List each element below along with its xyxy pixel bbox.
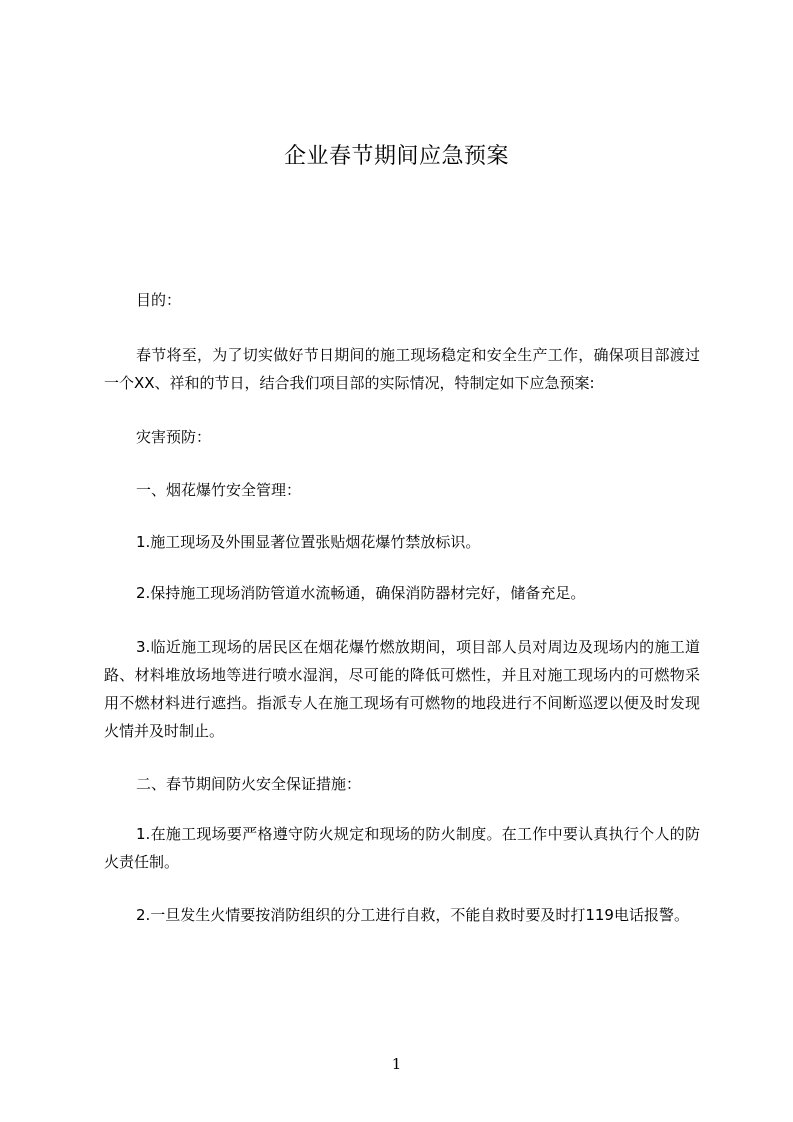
- paragraph-purpose-heading: 目的：: [136, 291, 182, 309]
- page-title: 企业春节期间应急预案: [283, 144, 509, 169]
- paragraph-disaster-prevention-heading: 灾害预防：: [136, 428, 212, 446]
- list-item-fireworks-1: 1.施工现场及外围显著位置张贴烟花爆竹禁放标识。: [136, 533, 481, 551]
- page-number: 1: [391, 1055, 402, 1073]
- section-heading-fireworks: 一、烟花爆竹安全管理：: [136, 481, 302, 499]
- list-item-fire-safety-2: 2.一旦发生火情要按消防组织的分工进行自救，不能自救时要及时打119电话报警。: [136, 906, 689, 924]
- list-item-fire-safety-1: 1.在施工现场要严格遵守防火规定和现场的防火制度。在工作中要认真执行个人的防火责任制。: [104, 825, 700, 871]
- paragraph-intro: 春节将至，为了切实做好节日期间的施工现场稳定和安全生产工作，确保项目部渡过一个XX、祥和的节日，结合我们项目部的实际情况，特制定如下应急预案:: [104, 346, 700, 392]
- section-heading-fire-safety: 二、春节期间防火安全保证措施：: [136, 775, 362, 793]
- list-item-fireworks-3: 3.临近施工现场的居民区在烟花爆竹燃放期间，项目部人员对周边及现场内的施工道路、材料堆放场地等进行喷水湿润，尽可能的降低可燃性，并且对施工现场内的可燃物采用不燃材料进行遮挡。指派专人在施工现场有可燃物的地段进行不间断巡逻以便及时发现火情并及时制止。: [104, 638, 700, 740]
- list-item-fireworks-2: 2.保持施工现场消防管道水流畅通，确保消防器材完好，储备充足。: [136, 584, 586, 602]
